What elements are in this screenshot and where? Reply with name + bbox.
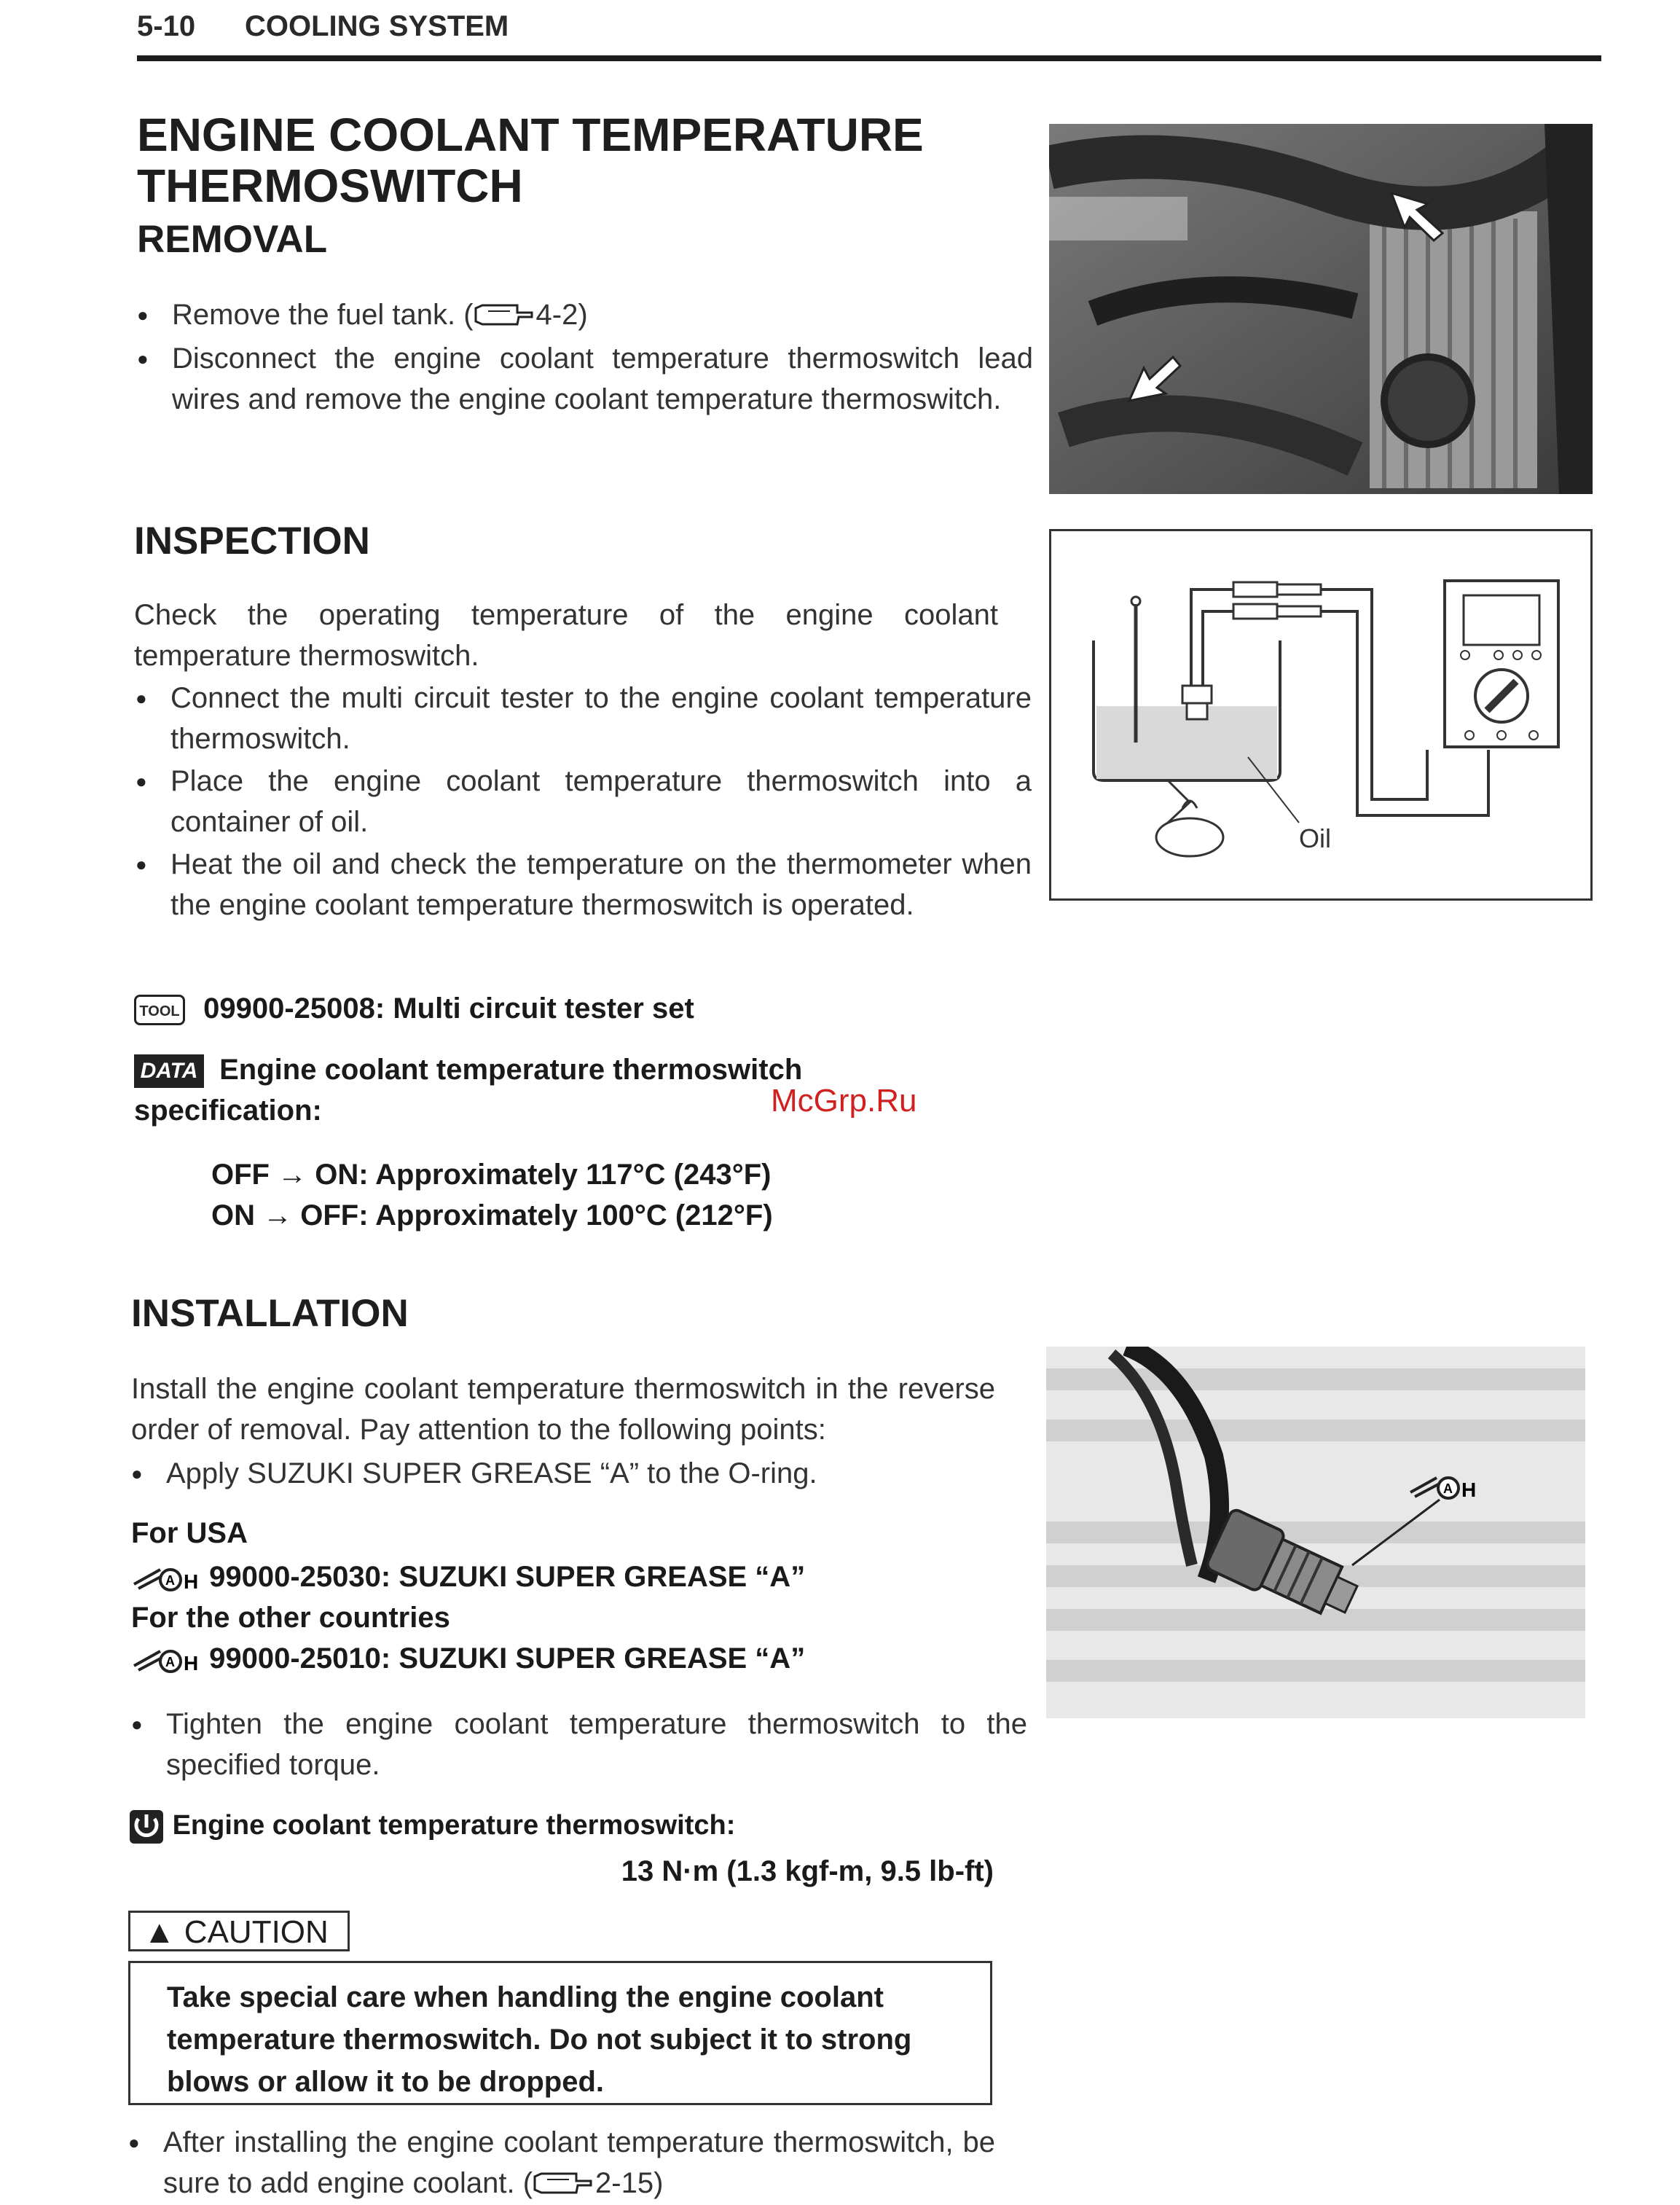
spec-label: Engine coolant temperature thermoswitch specification:: [134, 1054, 803, 1127]
usa-label: For USA: [131, 1517, 248, 1549]
removal-heading: REMOVAL: [137, 218, 328, 261]
data-icon: DATA: [134, 1054, 204, 1088]
other-grease-line: [131, 1638, 805, 1679]
inspection-step-3: ● Heat the oil and check the temperature on the thermometer when the engine coolant temperature thermoswitch is operated.: [136, 844, 1032, 925]
tool-icon: TOOL: [134, 995, 185, 1025]
usa-grease-line: [131, 1556, 805, 1597]
other-label: For the other countries: [131, 1602, 450, 1634]
page-header: [137, 10, 1601, 58]
installation-intro: Install the engine coolant temperature thermoswitch in the reverse order of removal. Pay attention to the following points:: [131, 1373, 995, 1446]
grease-icon: [131, 1562, 201, 1594]
spec-off-on: OFF → ON: Approximately 117°C (243°F): [211, 1159, 772, 1191]
inspection-step-1: ● Connect the multi circuit tester to the engine coolant temperature thermoswitch.: [136, 678, 1032, 759]
title-line-2: THERMOSWITCH: [137, 160, 523, 212]
page-reference-icon: [533, 2171, 595, 2197]
title-line-1: ENGINE COOLANT TEMPERATURE: [137, 109, 924, 161]
svg-text:A: A: [165, 1655, 175, 1670]
installation-heading: INSTALLATION: [131, 1292, 409, 1335]
header-rule: [137, 55, 1601, 61]
usa-grease-text: 99000-25030: SUZUKI SUPER GREASE “A”: [209, 1561, 806, 1593]
removal-step-1-ref: 4-2): [535, 299, 588, 331]
installation-step-1: ● Apply SUZUKI SUPER GREASE “A” to the O-ring.: [131, 1453, 1027, 1494]
installation-step-3: [128, 2122, 995, 2204]
thermoswitch-photo-image: [1046, 1347, 1585, 1718]
removal-photo: [1049, 124, 1593, 494]
warning-triangle-icon: ▲: [144, 1914, 176, 1950]
page-reference-icon: [474, 302, 536, 329]
page-number: 5-10: [137, 10, 196, 42]
caution-box: Take special care when handling the engine coolant temperature thermoswitch. Do not subject it to strong blows or allow it to be dropped.: [128, 1961, 992, 2105]
spec-on-off: ON → OFF: Approximately 100°C (212°F): [211, 1199, 773, 1231]
svg-text:H: H: [184, 1652, 199, 1675]
caution-heading: CAUTION: [184, 1914, 329, 1950]
watermark: McGrp.Ru: [771, 1083, 917, 1119]
inspection-heading: INSPECTION: [134, 520, 370, 563]
removal-step-1: [137, 294, 1033, 335]
tester-diagram-image: [1051, 531, 1590, 898]
removal-step-1-text: Remove the fuel tank. (: [172, 299, 474, 331]
inspection-intro: Check the operating temperature of the engine coolant temperature thermoswitch.: [134, 599, 998, 672]
installation-photo: [1046, 1347, 1585, 1718]
inspection-diagram: [1049, 529, 1593, 901]
svg-text:A: A: [1443, 1481, 1453, 1496]
other-grease-text: 99000-25010: SUZUKI SUPER GREASE “A”: [209, 1642, 806, 1675]
page-title: [137, 109, 1084, 211]
inspection-step-2: ● Place the engine coolant temperature thermoswitch into a container of oil.: [136, 761, 1032, 842]
engine-photo-image: [1049, 124, 1593, 494]
installation-step-3-ref: 2-15): [595, 2167, 664, 2199]
tool-line: [134, 988, 694, 1029]
torque-label: Engine coolant temperature thermoswitch:: [172, 1810, 736, 1841]
torque-line: [128, 1806, 735, 1845]
torque-value: 13 N·m (1.3 kgf-m, 9.5 lb-ft): [621, 1855, 994, 1887]
caution-label: [128, 1911, 350, 1951]
svg-text:A: A: [165, 1573, 175, 1589]
installation-step-2: ● Tighten the engine coolant temperature thermoswitch to the specified torque.: [131, 1704, 1027, 1785]
tool-text: 09900-25008: Multi circuit tester set: [203, 992, 694, 1025]
removal-step-2: ● Disconnect the engine coolant temperature thermoswitch lead wires and remove the engine coolant temperature thermoswitch.: [137, 338, 1033, 420]
svg-text:H: H: [184, 1570, 199, 1594]
svg-text:H: H: [1461, 1479, 1477, 1501]
installation-step-3-text: After installing the engine coolant temperature thermoswitch, be sure to add engine coolant. (: [163, 2126, 995, 2199]
oil-label: Oil: [1299, 823, 1331, 853]
section-title: COOLING SYSTEM: [245, 10, 509, 42]
grease-icon: [131, 1644, 201, 1676]
torque-wrench-icon: [128, 1809, 165, 1845]
